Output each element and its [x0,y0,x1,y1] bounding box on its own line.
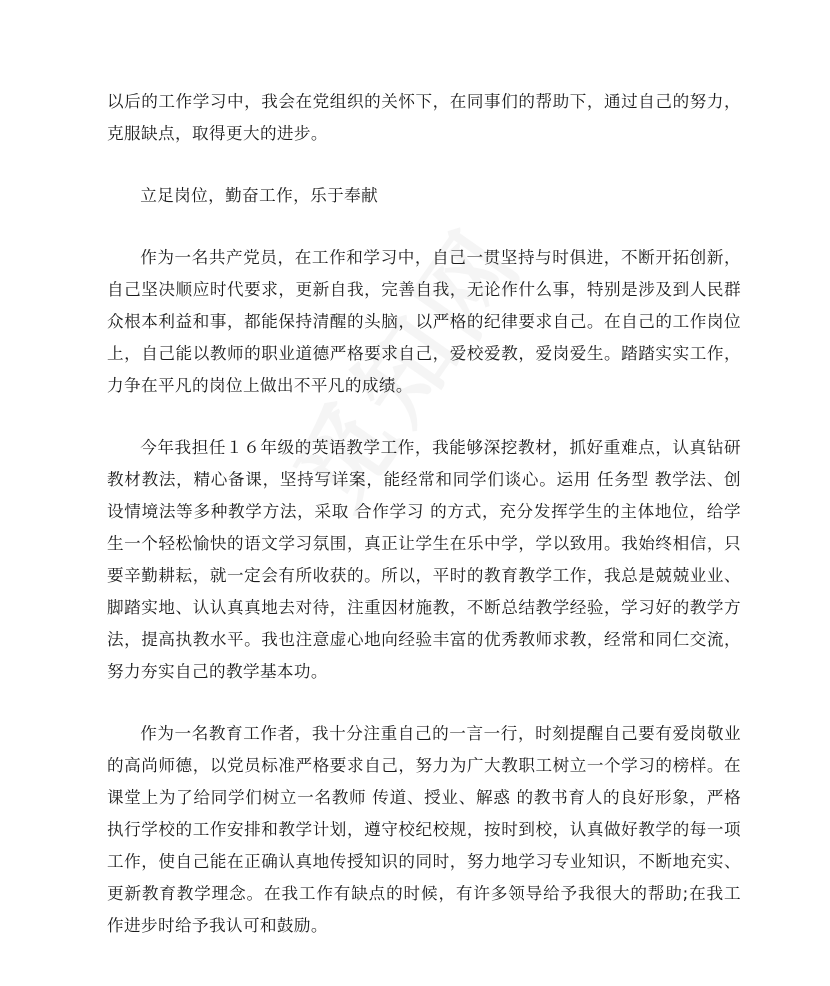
document-page [107,86,741,972]
paragraph-teacher-ethics: 作为一名教育工作者，我十分注重自己的一言一行，时刻提醒自己要有爱岗敬业的高尚师德，以党员标准严格要求自己，努力为广大教职工树立一个学习的榜样。在课堂上为了给同学们树立一名教师 传道、授业、解惑 的教书育人的良好形象，严格执行学校的工作安排和教学计划，遵守校纪校规，按时到校，认真做好教学的每一项工作，使自己能在正确认真地传授知识的同时，努力地学习专业知识，不断地充实、更新教育教学理念。在我工作有缺点的时候，有许多领导给予我很大的帮助;在我工作进步时给予我认可和鼓励。 [107,724,741,935]
paragraph-teaching-work: 今年我担任１６年级的英语教学工作，我能够深挖教材，抓好重难点，认真钻研教材教法，精心备课，坚持写详案，能经常和同学们谈心。运用 任务型 教学法、创设情境法等多种教学方法，采取 合作学习 的方式，充分发挥学生的主体地位，给学生一个轻松愉快的语文学习氛围，真正让学生在乐中学，学以致用。我始终相信，只要辛勤耕耘，就一定会有所收获的。所以，平时的教育教学工作，我总是兢兢业业、脚踏实地、认认真真地去对待，注重因材施教，不断总结教学经验，学习好的教学方法，提高执教水平。我也注意虚心地向经验丰富的优秀教师求教，经常和同仁交流，努力夯实自己的教学基本功。 [107,438,741,681]
section-heading: 立足岗位，勤奋工作，乐于奉献 [140,186,379,205]
paragraph-continuation: 以后的工作学习中，我会在党组织的关怀下，在同事们的帮助下，通过自己的努力，克服缺点，取得更大的进步。 [107,92,741,143]
paragraph-party-member: 作为一名共产党员，在工作和学习中，自己一贯坚持与时俱进，不断开拓创新，自己坚决顺应时代要求，更新自我，完善自我，无论作什么事，特别是涉及到人民群众根本利益和事，都能保持清醒的头脑，以严格的纪律要求自己。在自己的工作岗位上，自己能以教师的职业道德严格要求自己，爱校爱教，爱岗爱生。踏踏实实工作，力争在平凡的岗位上做出不平凡的成绩。 [107,248,741,395]
